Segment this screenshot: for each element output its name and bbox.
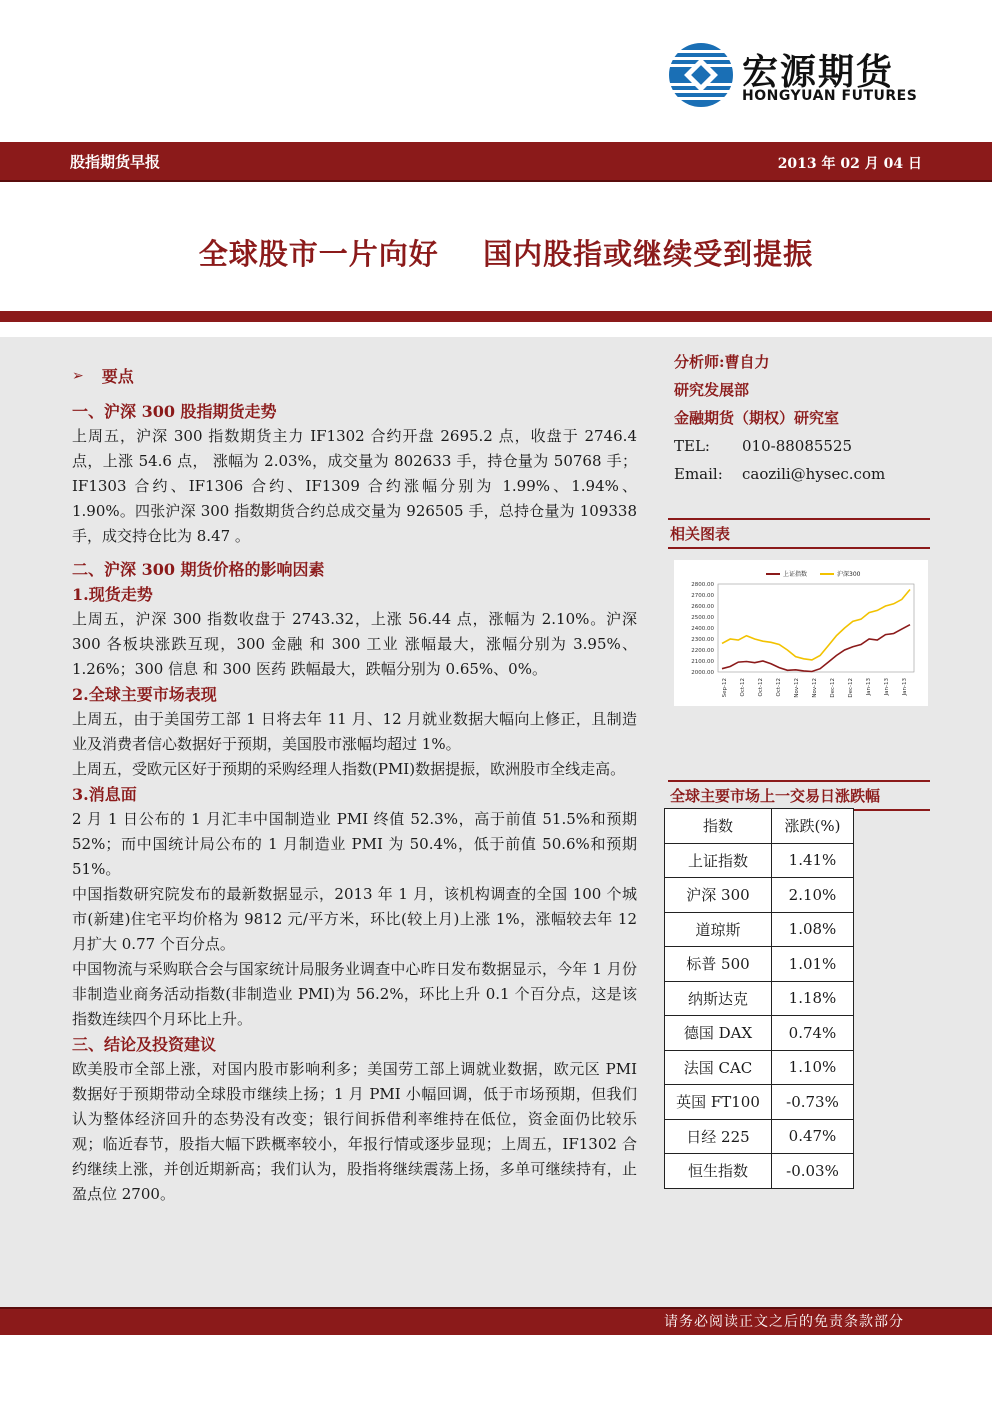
index-name-cell: 纳斯达克 [665, 981, 772, 1016]
tel-label: TEL: [674, 437, 710, 455]
change-cell: 2.10% [771, 878, 853, 913]
change-cell: 0.74% [771, 1016, 853, 1051]
table-row [665, 878, 854, 913]
index-name-cell: 上证指数 [665, 843, 772, 878]
tel-value: 010-88085525 [742, 437, 853, 455]
header-index: 指数 [665, 809, 772, 844]
logo-chinese-name: 宏源期货 [742, 52, 895, 93]
x-tick-label: Oct-12 [776, 678, 782, 697]
y-tick-label: 2400.00 [691, 626, 714, 632]
market-change-table [664, 808, 854, 1189]
subsection-spot-heading: 1.现货走势 [72, 585, 153, 604]
disclaimer-text: 请务必阅读正文之后的免责条款部分 [664, 1314, 904, 1330]
x-tick-label: Oct-12 [758, 678, 764, 697]
section3-text: 欧美股市全部上涨，对国内股市影响利多；美国劳工部上调就业数据，欧元区 PMI 数据好于预期带动全球股市继续上扬；1 月 PMI 小幅回调，低于市场预期，但我们认为整体经济回升的态势没有改变；银行间拆借利率维持在低位，资金面仍比较乐观；临近春节，股指大幅下跌概率较小，年报行情或逐步显现；上周五，IF1302 合约继续上涨，并创近期新高；我们认为，股指将继续震荡上扬，多单可继续持有，止盈点位 2700。 [72, 1060, 637, 1203]
analyst-name: 分析师:曹自力 [674, 353, 770, 371]
email-value: caozili@hysec.com [742, 465, 886, 483]
y-tick-label: 2600.00 [691, 604, 714, 610]
table-row [665, 1119, 854, 1154]
section1-heading: 一、沪深 300 股指期货走势 [72, 402, 277, 421]
y-tick-label: 2700.00 [691, 593, 714, 599]
index-name-cell: 沪深 300 [665, 878, 772, 913]
index-name-cell: 恒生指数 [665, 1154, 772, 1189]
y-tick-label: 2200.00 [691, 648, 714, 654]
x-tick-label: Dec-12 [830, 678, 836, 698]
plot-frame [718, 584, 914, 672]
x-tick-label: Jan-13 [884, 678, 890, 696]
y-tick-label: 2500.00 [691, 615, 714, 621]
subsection-news-heading: 3.消息面 [72, 785, 137, 804]
table-row [665, 1154, 854, 1189]
change-cell: -0.73% [771, 1085, 853, 1120]
subsection-news-text-2: 中国指数研究院发布的最新数据显示，2013 年 1 月，该机构调查的全国 100 个城市(新建)住宅平均价格为 9812 元/平方米，环比(较上月)上涨 1%，涨幅较去年 12 月扩大 0.77 个百分点。 [72, 885, 637, 953]
x-tick-label: Jan-13 [902, 678, 908, 696]
legend-label: 沪深300 [837, 571, 861, 578]
analyst-info [674, 348, 934, 488]
analyst-office: 金融期货（期权）研究室 [674, 409, 840, 427]
title-divider [0, 311, 992, 322]
table-header-row [665, 809, 854, 844]
email-label: Email: [674, 465, 723, 483]
report-type: 股指期货早报 [70, 153, 161, 171]
x-tick-label: Oct-12 [740, 678, 746, 697]
subsection-global-text-2: 上周五，受欧元区好于预期的采购经理人指数(PMI)数据提振，欧洲股市全线走高。 [72, 760, 626, 778]
index-name-cell: 道琼斯 [665, 912, 772, 947]
market-table-heading: 全球主要市场上一交易日涨跌幅 [668, 780, 930, 811]
series-line-1 [722, 590, 910, 660]
keypoints-heading [72, 364, 637, 389]
x-tick-label: Dec-12 [848, 678, 854, 698]
y-tick-label: 2300.00 [691, 637, 714, 643]
index-chart [674, 560, 928, 706]
change-cell: 1.01% [771, 947, 853, 982]
change-cell: 1.41% [771, 843, 853, 878]
subsection-news-text-1: 2 月 1 日公布的 1 月汇丰中国制造业 PMI 终值 52.3%，高于前值 51.5%和预期 52%；而中国统计局公布的 1 月制造业 PMI 为 50.4%，低于前值 50.6%和预期 51%。 [72, 810, 637, 878]
change-cell: 1.08% [771, 912, 853, 947]
change-cell: -0.03% [771, 1154, 853, 1189]
legend-label: 上证指数 [783, 571, 808, 578]
y-tick-label: 2100.00 [691, 659, 714, 665]
y-tick-label: 2800.00 [691, 582, 714, 588]
hongyuan-logo-icon [668, 42, 734, 108]
index-name-cell: 标普 500 [665, 947, 772, 982]
main-text-column [72, 360, 637, 1207]
change-cell: 1.18% [771, 981, 853, 1016]
x-tick-label: Nov-12 [812, 678, 818, 698]
x-tick-label: Sep-12 [722, 678, 728, 698]
table-row [665, 843, 854, 878]
index-name-cell: 德国 DAX [665, 1016, 772, 1051]
related-chart-heading: 相关图表 [668, 518, 930, 549]
arrow-bullet-icon: ➢ [72, 368, 84, 384]
table-row [665, 947, 854, 982]
x-tick-label: Jan-13 [866, 678, 872, 696]
index-name-cell: 日经 225 [665, 1119, 772, 1154]
section3-heading: 三、结论及投资建议 [72, 1035, 217, 1054]
section1-text: 上周五，沪深 300 指数期货主力 IF1302 合约开盘 2695.2 点，收盘于 2746.4 点，上涨 54.6 点， 涨幅为 2.03%，成交量为 802633 手，持仓量为 50768 手；IF1303 合约、IF1306 合约、IF1309 合约涨幅分别为 1.99%、1.94%、1.90%。四张沪深 300 指数期货合约总成交量为 926505 手，总持仓量为 109338 手，成交持仓比为 8.47 。 [72, 427, 637, 545]
change-cell: 0.47% [771, 1119, 853, 1154]
subsection-global-heading: 2.全球主要市场表现 [72, 685, 217, 704]
x-tick-label: Nov-12 [794, 678, 800, 698]
table-row [665, 1016, 854, 1051]
page-title: 全球股市一片向好 国内股指或继续受到提振 [198, 237, 814, 271]
index-name-cell: 英国 FT100 [665, 1085, 772, 1120]
report-date: 2013 年 02 月 04 日 [777, 156, 922, 172]
keypoints-label: 要点 [101, 367, 134, 386]
table-row [665, 981, 854, 1016]
subsection-news-text-3: 中国物流与采购联合会与国家统计局服务业调查中心昨日发布数据显示，今年 1 月份非制造业商务活动指数(非制造业 PMI)为 56.2%，环比上升 0.1 个百分点，这是该指数连续四个月环比上升。 [72, 960, 637, 1028]
table-row [665, 912, 854, 947]
section2-heading: 二、沪深 300 期货价格的影响因素 [72, 560, 325, 579]
table-row [665, 1085, 854, 1120]
subsection-spot-text: 上周五，沪深 300 指数收盘于 2743.32，上涨 56.44 点，涨幅为 2.10%。沪深 300 各板块涨跌互现，300 金融 和 300 工业 涨幅最大，涨幅分别为 3.95%、1.26%；300 信息 和 300 医药 跌幅最大，跌幅分别为 0.65%、0%。 [72, 610, 637, 678]
series-line-0 [722, 625, 910, 672]
y-tick-label: 2000.00 [691, 670, 714, 676]
table-row [665, 1050, 854, 1085]
logo-english-name: HONGYUAN FUTURES [742, 88, 918, 104]
index-name-cell: 法国 CAC [665, 1050, 772, 1085]
analyst-email [674, 460, 934, 488]
analyst-dept: 研究发展部 [674, 381, 750, 399]
header-change: 涨跌(%) [771, 809, 853, 844]
subsection-global-text-1: 上周五，由于美国劳工部 1 日将去年 11 月、12 月就业数据大幅向上修正，且制造业及消费者信心数据好于预期，美国股市涨幅均超过 1%。 [72, 710, 637, 753]
index-chart-svg [674, 560, 928, 706]
change-cell: 1.10% [771, 1050, 853, 1085]
analyst-tel [674, 432, 934, 460]
